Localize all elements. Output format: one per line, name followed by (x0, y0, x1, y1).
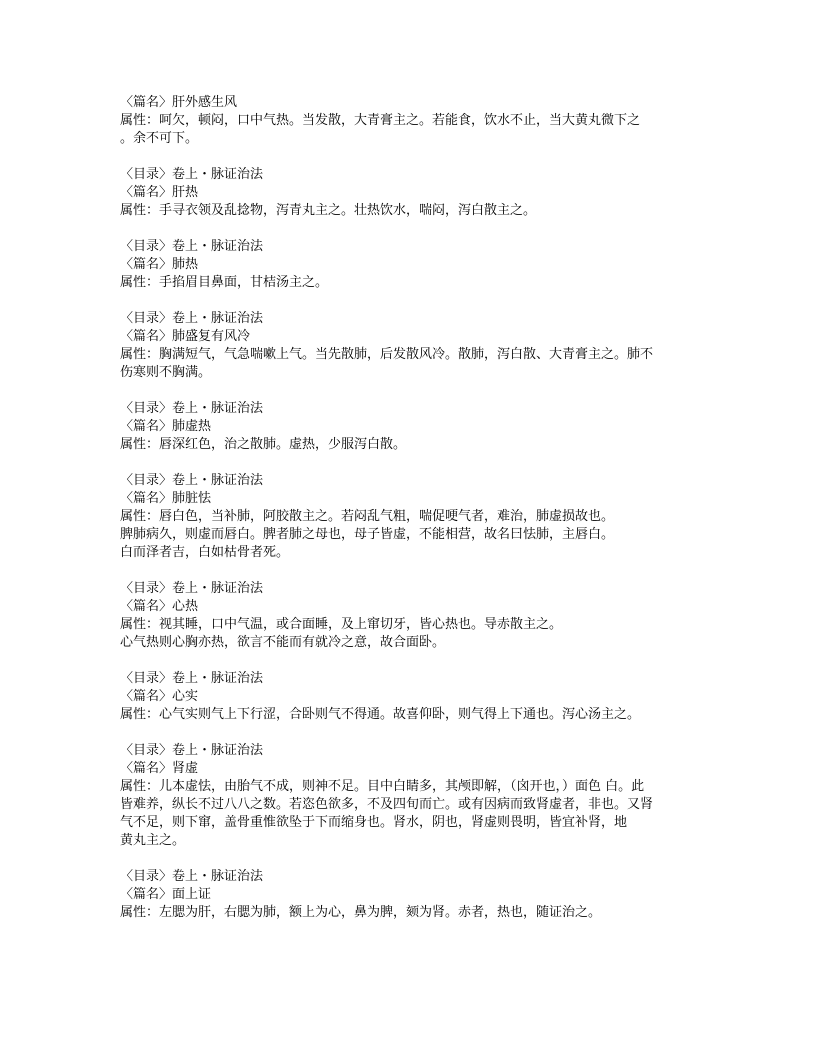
text-line: 属性：胸满短气，气急喘嗽上气。当先散肺，后发散风冷。散肺，泻白散、大青膏主之。肺不 (120, 347, 654, 362)
text-line: 属性：呵欠，顿闷，口中气热。当发散，大青膏主之。若能食，饮水不止，当大黄丸微下之 (120, 113, 641, 128)
text-line: 属性：手寻衣领及乱捻物，泻青丸主之。壮热饮水，喘闷，泻白散主之。 (120, 203, 537, 218)
text-line: 气不足，则下窜，盖骨重惟欲坠于下而缩身也。肾水，阴也，肾虚则畏明，皆宜补肾，地 (120, 815, 628, 830)
text-line: 〈篇名〉肺盛复有风冷 (120, 329, 251, 344)
text-line: 白而泽者吉，白如枯骨者死。 (120, 545, 290, 560)
text-line: 〈篇名〉肺脏怯 (120, 491, 212, 506)
entry-block (120, 472, 680, 562)
text-line: 属性：唇白色，当补肺，阿胶散主之。若闷乱气粗，喘促哽气者，难治，肺虚损故也。 (120, 509, 615, 524)
text-line: 〈篇名〉肝热 (120, 185, 199, 200)
text-line: 属性：儿本虚怯，由胎气不成，则神不足。目中白睛多，其颅即解，（囟开也，）面色 白。此 (120, 779, 645, 794)
text-line: 〈篇名〉肺虚热 (120, 419, 212, 434)
text-line: 〈目录〉卷上・脉证治法 (120, 167, 264, 182)
text-line: 〈目录〉卷上・脉证治法 (120, 869, 264, 884)
text-line: 皆难养，纵长不过八八之数。若恣色欲多，不及四旬而亡。或有因病而致肾虚者，非也。又肾 (120, 797, 654, 812)
text-line: 〈目录〉卷上・脉证治法 (120, 401, 264, 416)
text-line: 心气热则心胸亦热，欲言不能而有就冷之意，故合面卧。 (120, 635, 446, 650)
text-line: 脾肺病久，则虚而唇白。脾者肺之母也，母子皆虚，不能相营，故名曰怯肺，主唇白。 (120, 527, 615, 542)
entry-block (120, 94, 680, 148)
entry-block (120, 310, 680, 382)
entry-block (120, 400, 680, 454)
text-line: 〈目录〉卷上・脉证治法 (120, 671, 264, 686)
text-line: 〈篇名〉肾虚 (120, 761, 199, 776)
entry-block (120, 238, 680, 292)
document-body (120, 94, 680, 940)
text-line: 〈目录〉卷上・脉证治法 (120, 239, 264, 254)
entry-block (120, 670, 680, 724)
text-line: 属性：手掐眉目鼻面，甘桔汤主之。 (120, 275, 329, 290)
text-line: 属性：唇深红色，治之散肺。虚热，少服泻白散。 (120, 437, 407, 452)
text-line: 属性：左腮为肝，右腮为肺，额上为心，鼻为脾，颏为肾。赤者，热也，随证治之。 (120, 905, 602, 920)
text-line: 〈目录〉卷上・脉证治法 (120, 311, 264, 326)
text-line: 伤寒则不胸满。 (120, 365, 212, 380)
text-line: 〈目录〉卷上・脉证治法 (120, 473, 264, 488)
text-line: 〈篇名〉肝外感生风 (120, 95, 238, 110)
text-line: 〈篇名〉心实 (120, 689, 199, 704)
text-line: 。余不可下。 (120, 131, 199, 146)
text-line: 属性：视其睡，口中气温，或合面睡，及上窜切牙，皆心热也。导赤散主之。 (120, 617, 563, 632)
entry-block (120, 166, 680, 220)
text-line: 黄丸主之。 (120, 833, 186, 848)
text-line: 〈目录〉卷上・脉证治法 (120, 581, 264, 596)
entry-block (120, 742, 680, 850)
text-line: 〈篇名〉肺热 (120, 257, 199, 272)
text-line: 〈目录〉卷上・脉证治法 (120, 743, 264, 758)
entry-block (120, 868, 680, 922)
text-line: 〈篇名〉心热 (120, 599, 199, 614)
entry-block (120, 580, 680, 652)
text-line: 〈篇名〉面上证 (120, 887, 212, 902)
text-line: 属性：心气实则气上下行涩，合卧则气不得通。故喜仰卧，则气得上下通也。泻心汤主之。 (120, 707, 641, 722)
